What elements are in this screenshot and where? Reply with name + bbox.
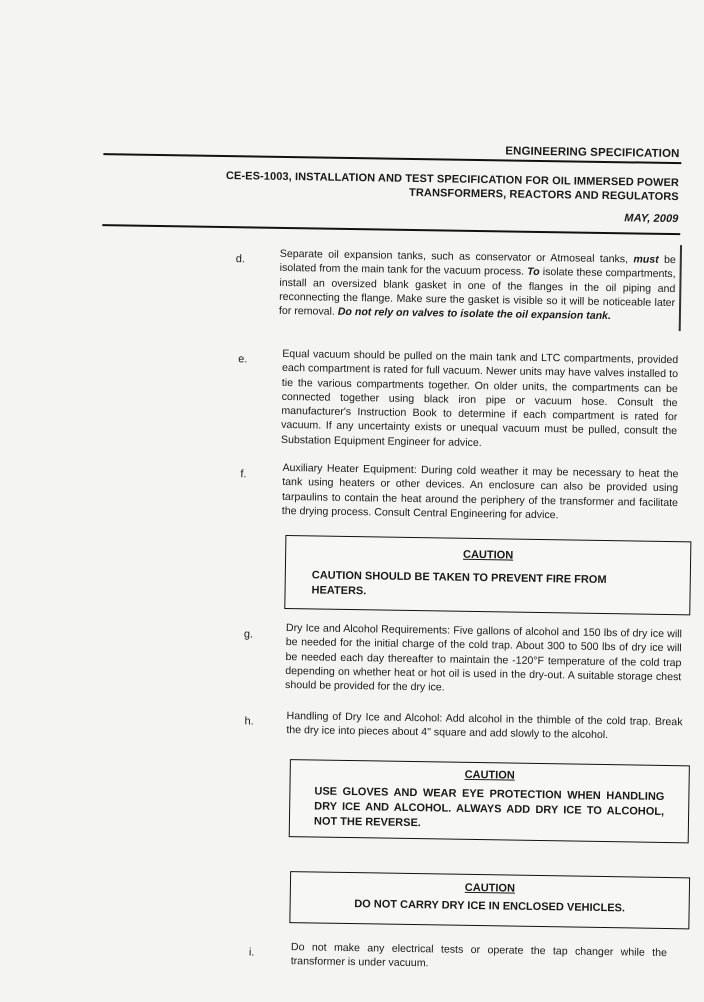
spec-date: MAY, 2009: [624, 212, 679, 226]
item-e-letter: e.: [238, 353, 248, 366]
item-d-text: Separate oil expansion tanks, such as conservator or Atmoseal tanks, must be isolated from the main tank for the vacuum process. To isolate these compartments, install an oversized blank gasket in one of the flanges in the oil piping and reconnecting the flange. Make sure the gasket is visible so it will be noticeable later for removal. Do not rely on valves to isolate the oil expansion tank.: [278, 247, 676, 323]
item-i-text: Do not make any electrical tests or operate the tap changer while the transformer is under vacuum.: [290, 941, 668, 970]
item-e-text: Equal vacuum should be pulled on the main tank and LTC compartments, provided each compartment is rated for full vacuum. Newer units may have valves installed to tie the various compartments together. On older units, the compartments can be connected together using black iron pipe or vacuum hose. Consult the manufacturer's Instruction Book to determine if each compartment is rated for vacuum. If any uncertainty exists or unequal vacuum must be pulled, consult the Substation Equipment Engineer for advice.: [280, 347, 679, 449]
item-g-text: Dry Ice and Alcohol Requirements: Five gallons of alcohol and 150 lbs of dry ice will be needed for the initial charge of the cold trap. About 300 to 500 lbs of dry ice will be needed each day thereafter to maintain the -120°F temperature of the cold trap depending on whether heat or hot oil is used in the dry-out. A suitable storage chest should be provided for the dry ice.: [284, 622, 683, 694]
revision-bar: [679, 245, 682, 331]
item-g-letter: g.: [243, 628, 254, 641]
caution-text: CAUTION SHOULD BE TAKEN TO PREVENT FIRE FROM HEATERS.: [311, 569, 607, 598]
header-bottom-rule: [102, 224, 680, 235]
item-f-letter: f.: [240, 468, 247, 481]
item-d-letter: d.: [235, 253, 246, 266]
caution-title: CAUTION: [464, 881, 516, 895]
item-i-letter: i.: [248, 946, 255, 959]
caution-box-gloves: [289, 759, 690, 843]
item-h-text: Handling of Dry Ice and Alcohol: Add alcohol in the thimble of the cold trap. Break the dry ice into pieces about 4" square and add slowly to the alcohol.: [286, 710, 683, 742]
caution-title: CAUTION: [462, 548, 514, 562]
spec-title-line1: CE-ES-1003, INSTALLATION AND TEST SPECIFICATION FOR OIL IMMERSED POWER: [225, 170, 680, 190]
caution-title: CAUTION: [464, 768, 515, 782]
caution-box-vehicles: [289, 871, 690, 929]
caution-text: DO NOT CARRY DRY ICE IN ENCLOSED VEHICLES.: [354, 898, 626, 915]
spec-label: ENGINEERING SPECIFICATION: [505, 145, 680, 161]
caution-box-fire: [284, 535, 691, 615]
item-f-text: Auxiliary Heater Equipment: During cold weather it may be necessary to heat the tank using heaters or other devices. An enclosure can also be provided using tarpaulins to contain the heat around the periphery of the transformer and facilitate the drying process. Consult Central Engineering for advice.: [281, 461, 679, 522]
spec-title-line2: TRANSFORMERS, REACTORS AND REGULATORS: [408, 186, 679, 204]
item-h-letter: h.: [244, 715, 254, 728]
caution-text: USE GLOVES AND WEAR EYE PROTECTION WHEN HANDLING DRY ICE AND ALCOHOL. ALWAYS ADD DRY ICE TO ALCOHOL, NOT THE REVERSE.: [313, 785, 665, 830]
